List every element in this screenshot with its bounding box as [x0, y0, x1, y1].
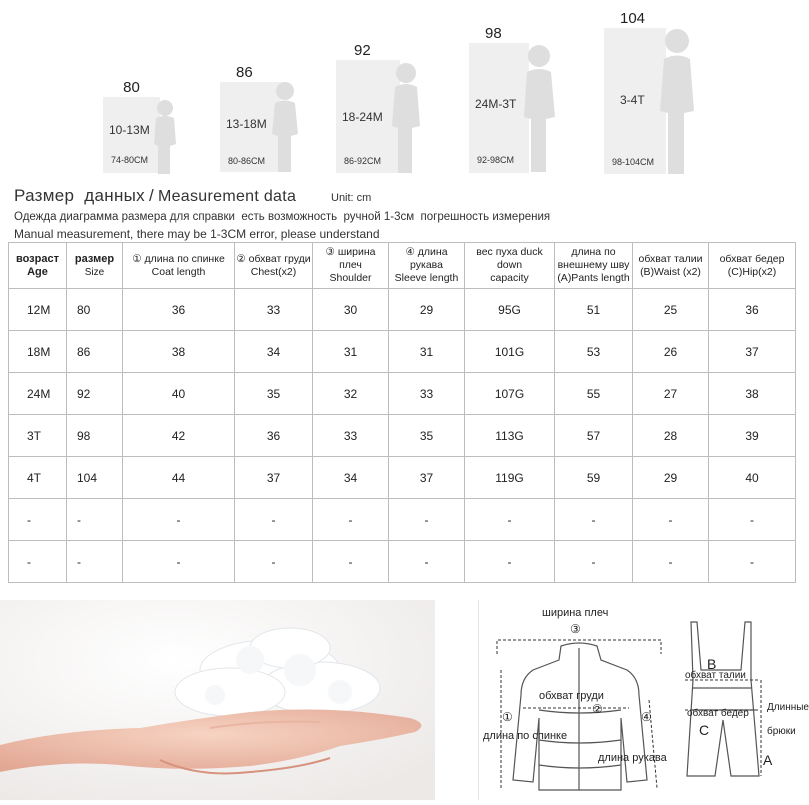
cell-coat-length: 44 [123, 457, 235, 499]
size-age: 3-4T [620, 93, 645, 107]
cell-chest: 34 [235, 331, 313, 373]
cell-sleeve: 31 [389, 331, 465, 373]
cell-chest: 36 [235, 415, 313, 457]
cell-shoulder: 31 [313, 331, 389, 373]
table-row [9, 541, 796, 583]
child-silhouette-icon [516, 42, 562, 174]
cell-pants: 55 [555, 373, 633, 415]
cell-pants: 59 [555, 457, 633, 499]
note-en: Manual measurement, there may be 1-3CM error, please understand [14, 227, 380, 241]
cell-age: 4T [9, 457, 67, 499]
cell-down: - [465, 541, 555, 583]
cell-size: 98 [67, 415, 123, 457]
header-sleeve-length: ④ длина рукава Sleeve length [389, 243, 465, 289]
cell-shoulder: - [313, 499, 389, 541]
title-ru: Размер данных [14, 186, 145, 205]
cell-chest: - [235, 499, 313, 541]
cell-age: 18M [9, 331, 67, 373]
cell-chest: 37 [235, 457, 313, 499]
size-number: 104 [620, 10, 646, 27]
marker-2: ② [592, 702, 603, 716]
cell-hip: 39 [709, 415, 796, 457]
cell-hip: 36 [709, 289, 796, 331]
label-hip: обхват бедер [687, 708, 749, 719]
cell-coat-length: 40 [123, 373, 235, 415]
header-shoulder: ③ ширина плеч Shoulder [313, 243, 389, 289]
cell-shoulder: 33 [313, 415, 389, 457]
cell-chest: 35 [235, 373, 313, 415]
table-body [9, 289, 796, 583]
cell-hip: - [709, 541, 796, 583]
size-age: 24M-3T [475, 97, 517, 111]
cell-sleeve: 35 [389, 415, 465, 457]
table-row [9, 499, 796, 541]
cell-coat-length: 42 [123, 415, 235, 457]
cell-sleeve: - [389, 541, 465, 583]
child-silhouette-icon [385, 60, 427, 175]
cell-pants: 51 [555, 289, 633, 331]
cell-age: - [9, 541, 67, 583]
cell-size: 104 [67, 457, 123, 499]
table-header-row [9, 243, 796, 289]
size-cm: 98-104CM [612, 157, 655, 167]
label-shoulder: ширина плеч [542, 607, 609, 619]
cell-down: 107G [465, 373, 555, 415]
table-row [9, 331, 796, 373]
size-table [8, 242, 796, 583]
size-number: 92 [354, 42, 371, 59]
label-pants: Длинные брюки [767, 702, 809, 737]
garment-outline-icon [479, 600, 809, 800]
cell-coat-length: 36 [123, 289, 235, 331]
cell-down: 113G [465, 415, 555, 457]
table-row [9, 373, 796, 415]
cell-waist: 26 [633, 331, 709, 373]
header-size: размер Size [67, 243, 123, 289]
marker-3: ③ [570, 622, 581, 636]
cell-chest: - [235, 541, 313, 583]
cell-pants: 57 [555, 415, 633, 457]
cell-size: 80 [67, 289, 123, 331]
cell-shoulder: - [313, 541, 389, 583]
cell-waist: 28 [633, 415, 709, 457]
cell-hip: - [709, 499, 796, 541]
child-silhouette-icon [266, 80, 304, 174]
header-down-capacity: вес пуха duck down capacity [465, 243, 555, 289]
down-feather-photo [0, 600, 435, 800]
marker-b: B [707, 656, 717, 672]
cell-sleeve: - [389, 499, 465, 541]
measurement-diagram [478, 600, 809, 800]
cell-hip: 40 [709, 457, 796, 499]
child-silhouette-icon [652, 26, 702, 176]
marker-1: ① [502, 710, 513, 724]
cell-waist: 27 [633, 373, 709, 415]
cell-sleeve: 29 [389, 289, 465, 331]
cell-age: - [9, 499, 67, 541]
table-row [9, 457, 796, 499]
label-chest: обхват груди [539, 690, 604, 702]
table-row [9, 289, 796, 331]
cell-waist: - [633, 499, 709, 541]
cell-size: 86 [67, 331, 123, 373]
hand-with-down-icon [0, 600, 435, 800]
cell-coat-length: - [123, 541, 235, 583]
table-row [9, 415, 796, 457]
cell-hip: 37 [709, 331, 796, 373]
cell-age: 12M [9, 289, 67, 331]
cell-down: 119G [465, 457, 555, 499]
header-chest: ② обхват груди Chest(x2) [235, 243, 313, 289]
size-cm: 92-98CM [477, 155, 515, 165]
cell-waist: 25 [633, 289, 709, 331]
size-age: 18-24M [342, 110, 383, 124]
cell-size: - [67, 499, 123, 541]
header-pants-length: длина по внешнему шву (A)Pants length [555, 243, 633, 289]
header-waist: обхват талии (B)Waist (x2) [633, 243, 709, 289]
size-number: 86 [236, 64, 253, 81]
header-age: возраст Age [9, 243, 67, 289]
measurement-title [14, 186, 296, 206]
header-coat-length: ① длина по спинке Coat length [123, 243, 235, 289]
unit-label: Unit: cm [331, 192, 372, 204]
header-hip: обхват бедер (C)Hip(x2) [709, 243, 796, 289]
cell-down: 95G [465, 289, 555, 331]
size-number: 98 [485, 25, 502, 42]
title-separator: / [148, 186, 154, 205]
cell-size: 92 [67, 373, 123, 415]
cell-age: 24M [9, 373, 67, 415]
label-coat-length: длина по спинке [483, 730, 568, 742]
cell-shoulder: 30 [313, 289, 389, 331]
title-en: Measurement data [157, 188, 297, 205]
size-number: 80 [123, 79, 140, 96]
cell-pants: - [555, 541, 633, 583]
cell-hip: 38 [709, 373, 796, 415]
cell-down: - [465, 499, 555, 541]
marker-a: A [763, 752, 773, 768]
size-cm: 80-86CM [228, 156, 266, 166]
cell-sleeve: 37 [389, 457, 465, 499]
cell-pants: 53 [555, 331, 633, 373]
cell-coat-length: 38 [123, 331, 235, 373]
size-age: 13-18M [226, 117, 267, 131]
cell-shoulder: 34 [313, 457, 389, 499]
marker-c: C [699, 722, 710, 738]
size-cm: 86-92CM [344, 156, 382, 166]
cell-waist: - [633, 541, 709, 583]
marker-4: ④ [641, 710, 652, 724]
cell-waist: 29 [633, 457, 709, 499]
cell-coat-length: - [123, 499, 235, 541]
child-silhouette-icon [148, 98, 182, 176]
cell-pants: - [555, 499, 633, 541]
cell-sleeve: 33 [389, 373, 465, 415]
cell-chest: 33 [235, 289, 313, 331]
size-age: 10-13M [109, 123, 150, 137]
size-cm: 74-80CM [111, 155, 149, 165]
cell-size: - [67, 541, 123, 583]
note-ru: Одежда диаграмма размера для справки есть возможность ручной 1-3см погрешность измерения [14, 211, 551, 223]
cell-age: 3T [9, 415, 67, 457]
cell-down: 101G [465, 331, 555, 373]
label-waist: обхват талии [685, 670, 746, 681]
label-sleeve: длина рукава [598, 752, 667, 764]
cell-shoulder: 32 [313, 373, 389, 415]
